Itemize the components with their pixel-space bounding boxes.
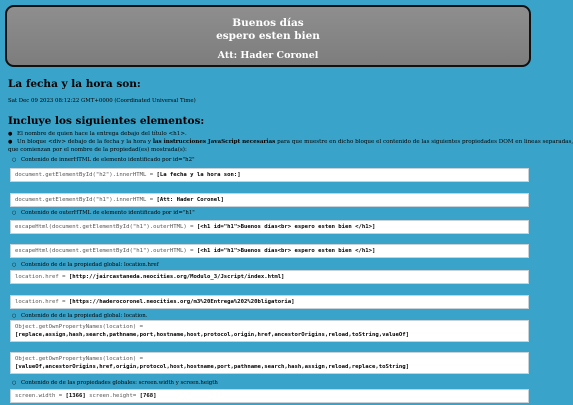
- requirement-item-2: [8, 139, 573, 146]
- circle-bullet-icon: ○: [12, 262, 17, 268]
- code-output-box: Object.getOwnPropertyNames(location) = [valueOf,ancestorOrigins,href,origin,protocol,host,hostname,port,pathname,search,hash,assign,reload,replace,toString]: [10, 352, 529, 374]
- requirement-text-2c: para que muestre en dicho bloque el contenido de las siguientes propiedades DOM en lineas separadas,: [275, 139, 573, 145]
- author-line: Att: Hader Coronel: [217, 50, 319, 61]
- current-date: Sat Dec 09 2023 08:12:22 GMT+0000 (Coordinated Universal Time): [8, 98, 196, 104]
- code-output-box: document.getElementById("h2").innerHTML = [La fecha y la hora son:]: [10, 168, 529, 182]
- code-output-box: location.href = [http://jaircastaneda.neocities.org/Modulo_3/Jscript/index.html]: [10, 270, 529, 284]
- property-label: ○ Contenido de innerHTML de elemento identificado por id="h2": [12, 157, 195, 163]
- circle-bullet-icon: ○: [12, 210, 17, 216]
- greeting-banner: [5, 5, 531, 67]
- requirement-text-1: El nombre de quien hace la entrega debajo del título <h1>.: [17, 131, 187, 137]
- property-label: ○ Contenido de de la propiedad global: location.href: [12, 262, 159, 268]
- code-output-box: location.href = [https://haderocoronel.neocities.org/m3%20Entrega%202%20bligatoria]: [10, 295, 529, 309]
- circle-bullet-icon: ○: [12, 313, 17, 319]
- circle-bullet-icon: ○: [12, 157, 17, 163]
- code-output-box: escapeHtml(document.getElementById("h1").outerHTML) = [<h1 id="h1">Buenos días<br> espero esten bien </h1>]: [10, 220, 529, 234]
- requirement-text-2b: las instrucciones JavaScript necesarias: [152, 139, 276, 145]
- code-output-box: screen.width = [1366] screen.height= [768]: [10, 389, 529, 403]
- requirement-item-2-cont: que comienzan por el nombre de la propiedad(es) mostrada(s):: [8, 147, 187, 153]
- elements-heading: Incluye los siguientes elementos:: [8, 115, 205, 127]
- greeting-subline: espero esten bien: [216, 30, 320, 42]
- bullet-icon: ●: [8, 139, 13, 145]
- code-output-box: escapeHtml(document.getElementById("h1").outerHTML) = [<h1 id="h1">Buenos días<br> espero esten bien </h1>]: [10, 244, 529, 258]
- property-label: ○ Contenido de de las propiedades globales: screen.width y screen.heigth: [12, 380, 218, 386]
- code-output-box: Object.getOwnPropertyNames(location) = [replace,assign,hash,search,pathname,port,hostname,host,protocol,origin,href,ancestorOrigins,reload,toString,valueOf]: [10, 320, 529, 342]
- property-label: ○ Contenido de outerHTML de elemento identificado por id="h1": [12, 210, 195, 216]
- greeting-line: Buenos días: [232, 17, 304, 29]
- bullet-icon: ●: [8, 131, 13, 137]
- circle-bullet-icon: ○: [12, 380, 17, 386]
- requirement-text-2a: Un bloque <div> debajo de la fecha y la hora y: [17, 139, 153, 145]
- property-label: ○ Contenido de de la propiedad global: location.: [12, 313, 148, 319]
- code-output-box: document.getElementById("h1").innerHTML = [Att: Hader Coronel]: [10, 193, 529, 207]
- requirement-item-1: [8, 131, 187, 138]
- date-heading: La fecha y la hora son:: [8, 78, 141, 90]
